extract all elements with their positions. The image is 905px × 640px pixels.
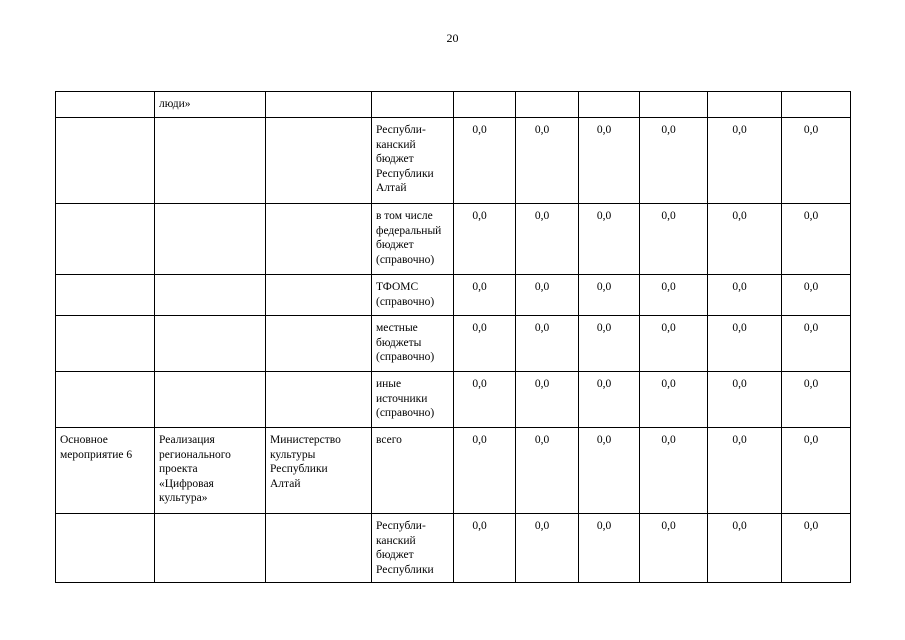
cell-value: 0,0 (516, 372, 579, 428)
cell-value: 0,0 (516, 316, 579, 372)
cell-value: 0,0 (708, 514, 782, 583)
cell-value: 0,0 (454, 428, 516, 514)
table-row (56, 204, 851, 275)
cell-value: 0,0 (708, 428, 782, 514)
cell-value (516, 92, 579, 118)
cell-funding-source: ТФОМС (справочно) (372, 275, 454, 316)
cell-executor (266, 316, 372, 372)
cell-description (155, 204, 266, 275)
table-row (56, 275, 851, 316)
cell-funding-source: Республи- канский бюджет Республики Алтай (372, 118, 454, 204)
table-row (56, 428, 851, 514)
cell-value: 0,0 (782, 372, 851, 428)
cell-value: 0,0 (516, 275, 579, 316)
cell-funding-source: иные источники (справочно) (372, 372, 454, 428)
table-body (56, 92, 851, 583)
cell-event (56, 92, 155, 118)
cell-executor (266, 275, 372, 316)
cell-value: 0,0 (640, 316, 708, 372)
cell-value: 0,0 (516, 204, 579, 275)
cell-value (640, 92, 708, 118)
cell-value: 0,0 (579, 514, 640, 583)
cell-event (56, 372, 155, 428)
cell-funding-source: всего (372, 428, 454, 514)
cell-funding-source: в том числе федеральный бюджет (справочно) (372, 204, 454, 275)
cell-event (56, 118, 155, 204)
cell-value: 0,0 (516, 514, 579, 583)
cell-value: 0,0 (782, 428, 851, 514)
cell-value: 0,0 (579, 204, 640, 275)
cell-event (56, 316, 155, 372)
cell-funding-source: Республи- канский бюджет Республики (372, 514, 454, 583)
cell-value: 0,0 (708, 118, 782, 204)
cell-value: 0,0 (454, 204, 516, 275)
cell-value: 0,0 (640, 428, 708, 514)
page-number: 20 (446, 31, 459, 45)
cell-executor (266, 118, 372, 204)
cell-description (155, 316, 266, 372)
cell-funding-source (372, 92, 454, 118)
cell-description (155, 118, 266, 204)
cell-value: 0,0 (782, 514, 851, 583)
cell-description: люди» (155, 92, 266, 118)
cell-funding-source: местные бюджеты (справочно) (372, 316, 454, 372)
cell-value: 0,0 (640, 275, 708, 316)
cell-value: 0,0 (782, 118, 851, 204)
cell-description (155, 514, 266, 583)
cell-executor (266, 92, 372, 118)
cell-value: 0,0 (579, 372, 640, 428)
cell-value: 0,0 (708, 316, 782, 372)
cell-value: 0,0 (708, 204, 782, 275)
cell-value: 0,0 (579, 428, 640, 514)
table-row (56, 316, 851, 372)
cell-executor (266, 204, 372, 275)
cell-value: 0,0 (640, 514, 708, 583)
cell-description (155, 372, 266, 428)
cell-value: 0,0 (579, 118, 640, 204)
cell-value: 0,0 (579, 275, 640, 316)
cell-value: 0,0 (454, 372, 516, 428)
cell-value: 0,0 (579, 316, 640, 372)
cell-value: 0,0 (516, 428, 579, 514)
cell-event (56, 275, 155, 316)
table-row (56, 92, 851, 118)
cell-value: 0,0 (708, 275, 782, 316)
budget-table (55, 91, 851, 583)
table-row (56, 514, 851, 583)
cell-value: 0,0 (782, 275, 851, 316)
cell-value (454, 92, 516, 118)
cell-value (579, 92, 640, 118)
cell-value: 0,0 (454, 275, 516, 316)
cell-event: Основное мероприятие 6 (56, 428, 155, 514)
table-row (56, 118, 851, 204)
cell-value (708, 92, 782, 118)
cell-value: 0,0 (782, 204, 851, 275)
cell-description (155, 275, 266, 316)
cell-value: 0,0 (516, 118, 579, 204)
table-row (56, 372, 851, 428)
cell-value: 0,0 (640, 372, 708, 428)
cell-value: 0,0 (640, 118, 708, 204)
cell-description: Реализация регионального проекта «Цифровая культура» (155, 428, 266, 514)
cell-value: 0,0 (640, 204, 708, 275)
cell-executor (266, 514, 372, 583)
cell-value (782, 92, 851, 118)
cell-executor (266, 372, 372, 428)
cell-event (56, 204, 155, 275)
cell-value: 0,0 (708, 372, 782, 428)
cell-value: 0,0 (454, 316, 516, 372)
cell-value: 0,0 (454, 118, 516, 204)
cell-value: 0,0 (782, 316, 851, 372)
cell-event (56, 514, 155, 583)
cell-executor: Министерство культуры Республики Алтай (266, 428, 372, 514)
cell-value: 0,0 (454, 514, 516, 583)
